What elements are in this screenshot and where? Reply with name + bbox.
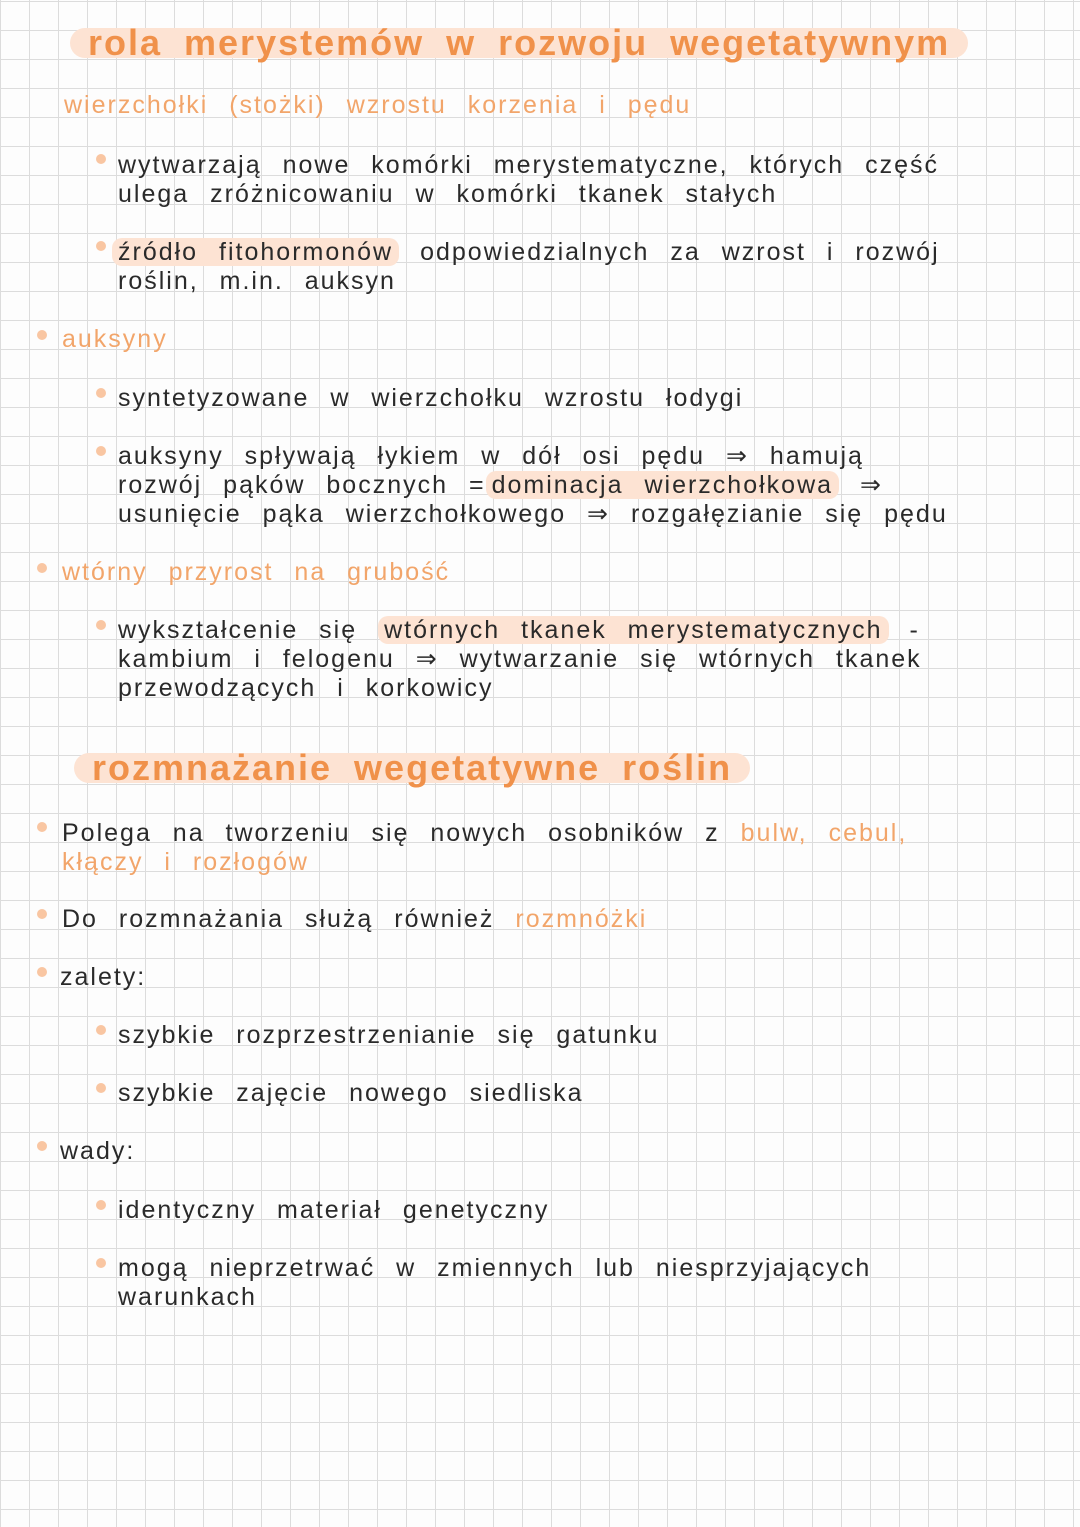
bullet-text xyxy=(118,471,883,500)
highlight: wtórnych tkanek merystematycznych xyxy=(378,616,888,644)
bullet-icon xyxy=(96,1025,106,1035)
bullet-icon xyxy=(96,241,106,251)
bullet-icon xyxy=(96,620,106,630)
bullet-icon xyxy=(37,822,47,832)
heading-secondary-growth: wtórny przyrost na grubość xyxy=(62,558,451,586)
bullet-text: przewodzących i korkowicy xyxy=(118,674,494,702)
bullet-icon xyxy=(37,330,47,340)
bullet-icon xyxy=(96,1258,106,1268)
heading-auxins: auksyny xyxy=(62,325,168,353)
bullet-icon xyxy=(37,909,47,919)
bullet-text: ulega zróżnicowaniu w komórki tkanek stałych xyxy=(118,180,778,208)
text: ⇒ xyxy=(859,471,883,499)
section-title-meristems: rola merystemów w rozwoju wegetatywnym xyxy=(70,28,968,58)
bullet-icon xyxy=(37,1141,47,1151)
label-advantages: zalety: xyxy=(60,963,147,991)
disadvantage-item: identyczny materiał genetyczny xyxy=(118,1196,550,1224)
bullet-text: roślin, m.in. auksyn xyxy=(118,267,396,295)
bullet-icon xyxy=(96,154,106,164)
bullet-text: kambium i felogenu ⇒ wytwarzanie się wtórnych tkanek xyxy=(118,645,922,673)
bullet-text xyxy=(112,238,940,267)
label-disadvantages: wady: xyxy=(60,1137,136,1165)
bullet-text: auksyny spływają łykiem w dół osi pędu ⇒ hamują xyxy=(118,442,864,470)
bullet-text: usunięcie pąka wierzchołkowego ⇒ rozgałęzianie się pędu xyxy=(118,500,948,528)
bullet-icon xyxy=(37,967,47,977)
disadvantage-item: mogą nieprzetrwać w zmiennych lub niesprzyjających xyxy=(118,1254,872,1282)
bullet-text: syntetyzowane w wierzchołku wzrostu łodygi xyxy=(118,384,744,412)
bullet-icon xyxy=(96,388,106,398)
advantage-item: szybkie zajęcie nowego siedliska xyxy=(118,1079,584,1107)
disadvantage-item: warunkach xyxy=(118,1283,257,1311)
text-orange: bulw, cebul, xyxy=(740,819,908,847)
bullet-icon xyxy=(96,1200,106,1210)
advantage-item: szybkie rozprzestrzenianie się gatunku xyxy=(118,1021,660,1049)
text: Do rozmnażania służą również xyxy=(62,905,495,933)
highlight: źródło fitohormonów xyxy=(112,238,399,266)
section-title-vegetative-reproduction: rozmnażanie wegetatywne roślin xyxy=(74,753,750,783)
bullet-icon xyxy=(96,1083,106,1093)
text: Polega na tworzeniu się nowych osobników z xyxy=(62,819,720,847)
text: - xyxy=(909,616,920,644)
text-orange: kłączy i rozłogów xyxy=(62,848,309,876)
paragraph xyxy=(62,819,907,848)
bullet-text: wytwarzają nowe komórki merystematyczne, których część xyxy=(118,151,939,179)
bullet-icon xyxy=(96,446,106,456)
text-orange: rozmnóżki xyxy=(515,905,648,933)
subheading-growth-tips: wierzchołki (stożki) wzrostu korzenia i pędu xyxy=(64,91,692,119)
text: rozwój pąków bocznych = xyxy=(118,471,486,499)
paragraph xyxy=(62,905,647,934)
highlight: dominacja wierzchołkowa xyxy=(486,471,839,499)
text: wykształcenie się xyxy=(118,616,358,644)
text: odpowiedzialnych za wzrost i rozwój xyxy=(420,238,940,266)
bullet-text xyxy=(118,616,920,645)
bullet-icon xyxy=(37,563,47,573)
